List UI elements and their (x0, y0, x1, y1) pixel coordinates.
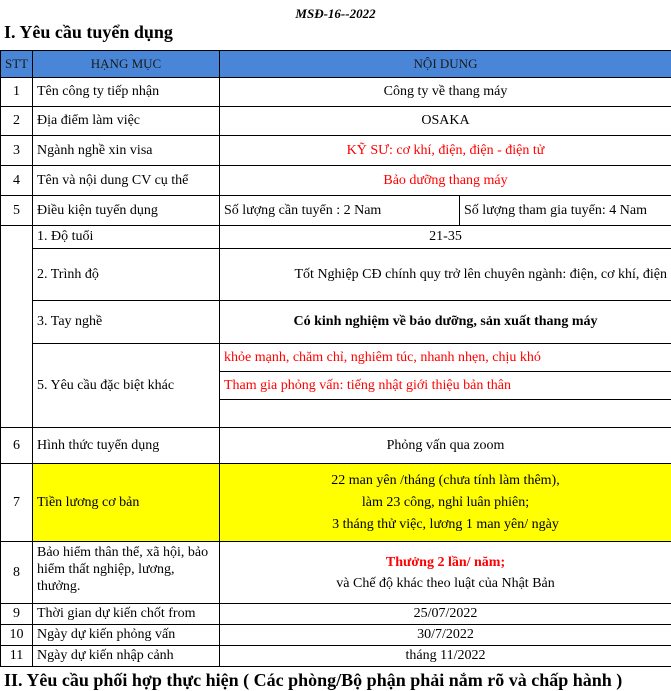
table-row: 5 Điều kiện tuyển dụng Số lượng cần tuyển : 2 Nam Số lượng tham gia tuyển: 4 Nam (1, 196, 671, 226)
header-content: NỘI DUNG (220, 51, 671, 78)
table-row: 8 Bảo hiểm thân thể, xã hội, bảo hiểm thất nghiệp, lương, thưởng. Thưởng 2 lần/ năm; và Chế độ khác theo luật của Nhật Bản (1, 542, 671, 604)
table-row: 2. Trình độ Tốt Nghiệp CĐ chính quy trở lên chuyên ngành: điện, cơ khí, điện (1, 249, 671, 301)
table-row: 7 Tiền lương cơ bản 22 man yên /tháng (chưa tính làm thêm), làm 23 công, nghỉ luân phiên; 3 tháng thử việc, lương 1 man yên/ ngày (1, 464, 671, 542)
table-row: 6 Hình thức tuyển dụng Phỏng vấn qua zoom (1, 428, 671, 464)
table-header-row (1, 51, 671, 78)
section-2-title: II. Yêu cầu phối hợp thực hiện ( Các phòng/Bộ phận phải nắm rõ và chấp hành ) (4, 670, 622, 691)
table-row: 2 Địa điểm làm việc OSAKA (1, 107, 671, 136)
table-row: 1 Tên công ty tiếp nhận Công ty về thang máy (1, 78, 671, 107)
recruitment-table (0, 50, 671, 667)
table-row: 10 Ngày dự kiến phỏng vấn 30/7/2022 (1, 625, 671, 646)
section-1-title: I. Yêu cầu tuyển dụng (4, 22, 173, 43)
table-row: 4 Tên và nội dung CV cụ thể Bảo dưỡng thang máy (1, 166, 671, 196)
table-row: 9 Thời gian dự kiến chốt from 25/07/2022 (1, 604, 671, 625)
table-row: 11 Ngày dự kiến nhập cảnh tháng 11/2022 (1, 646, 671, 667)
header-stt: STT (1, 51, 33, 78)
table-row: 1. Độ tuổi 21-35 (1, 226, 671, 249)
document-code: MSĐ-16--2022 (0, 6, 671, 22)
table-row: 3. Tay nghề Có kinh nghiệm về bảo dưỡng, sản xuất thang máy (1, 301, 671, 344)
table-row: Tham gia phỏng vấn: tiếng nhật giới thiệu bản thân (1, 372, 671, 400)
table-row: 3 Ngành nghề xin visa KỸ SƯ: cơ khí, điện, điện - điện tử (1, 136, 671, 166)
table-row: 5. Yêu cầu đặc biệt khác khỏe mạnh, chăm chỉ, nghiêm túc, nhanh nhẹn, chịu khó (1, 344, 671, 372)
header-item: HẠNG MỤC (33, 51, 220, 78)
